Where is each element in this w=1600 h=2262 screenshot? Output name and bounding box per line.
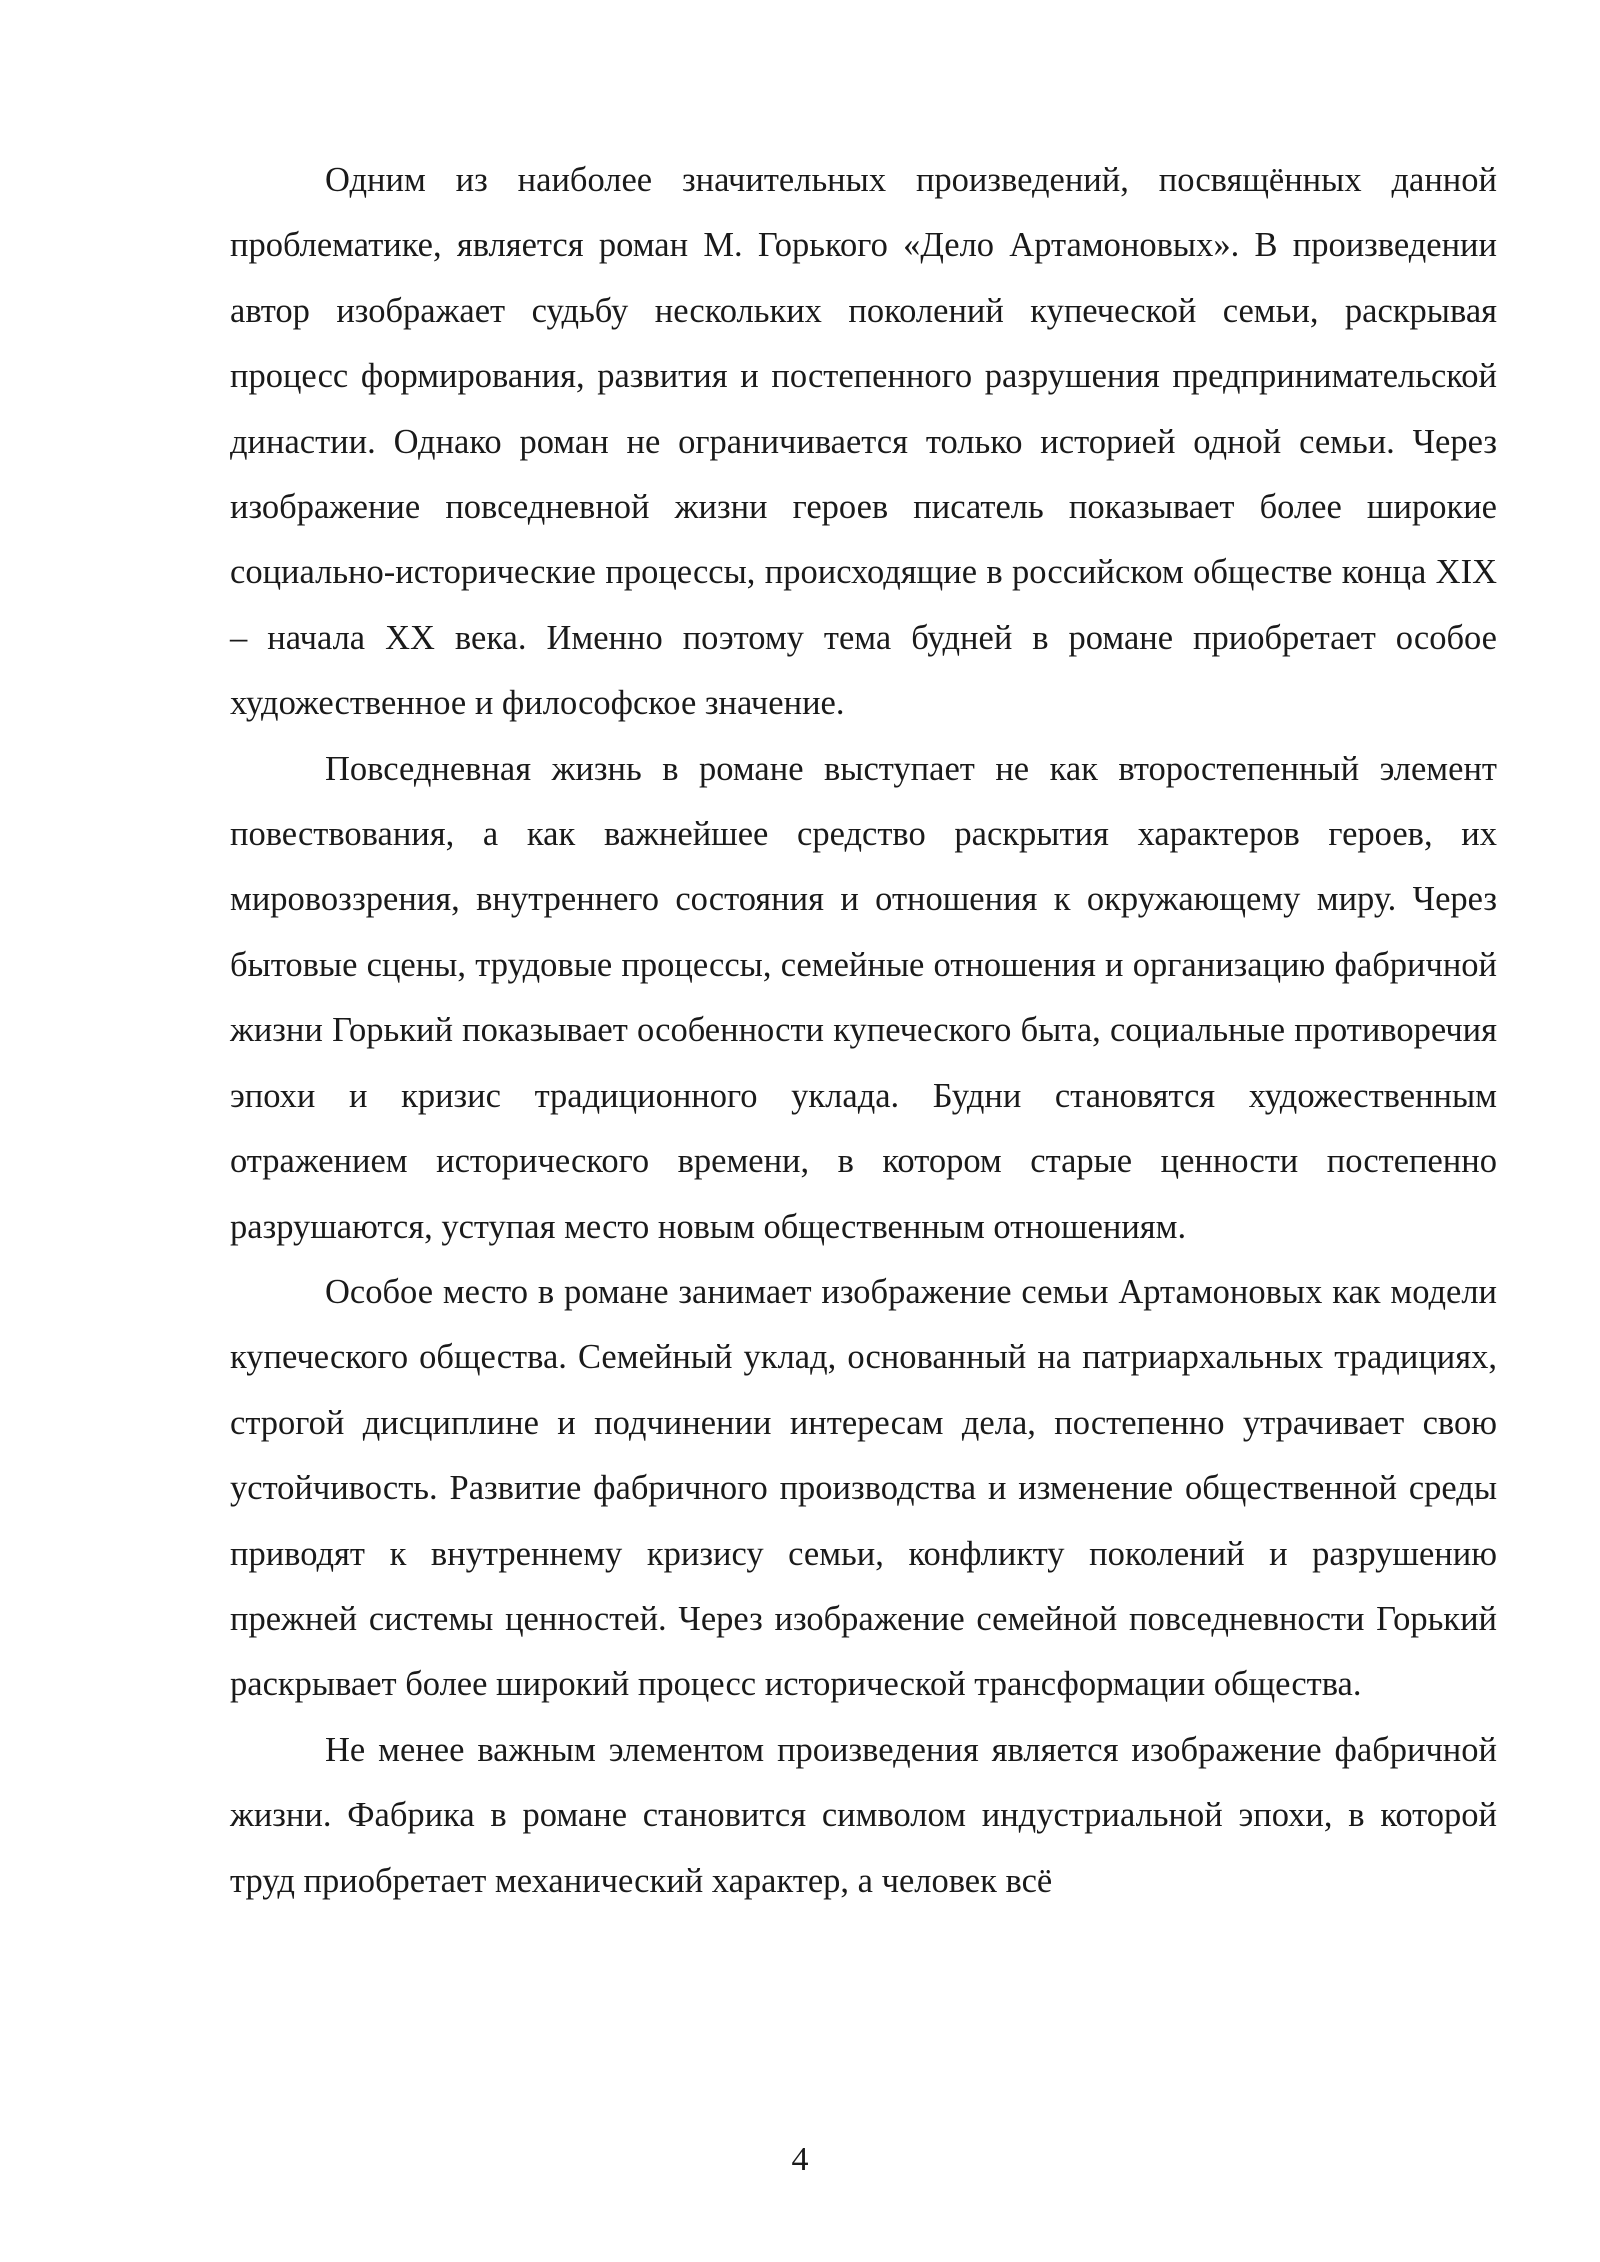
paragraph-2: Повседневная жизнь в романе выступает не как второстепенный элемент повествования, а как важнейшее средство раскрытия характеров героев, их мировоззрения, внутреннего состояния и отношения к окружающему миру. Через бытовые сцены, трудовые процессы, семейные отношения и организацию фабричной жизни Горький показывает особенности купеческого быта, социальные противоречия эпохи и кризис традиционного уклада. Будни становятся художественным отражением исторического времени, в котором старые ценности постепенно разрушаются, уступая место новым общественным отношениям.	[230, 749, 1497, 1246]
paragraph-3: Особое место в романе занимает изображение семьи Артамоновых как модели купеческого общества. Семейный уклад, основанный на патриархальных традициях, строгой дисциплине и подчинении интересам дела, постепенно утрачивает свою устойчивость. Развитие фабричного производства и изменение общественной среды приводят к внутреннему кризису семьи, конфликту поколений и разрушению прежней системы ценностей. Через изображение семейной повседневности Горький раскрывает более широкий процесс исторической трансформации общества.	[230, 1272, 1497, 1704]
body-text	[230, 148, 1497, 1914]
paragraph-4: Не менее важным элементом произведения является изображение фабричной жизни. Фабрика в романе становится символом индустриальной эпохи, в которой труд приобретает механический характер, а человек всё	[230, 1730, 1497, 1900]
paragraph-1: Одним из наиболее значительных произведений, посвящённых данной проблематике, является роман М. Горького «Дело Артамоновых». В произведении автор изображает судьбу нескольких поколений купеческой семьи, раскрывая процесс формирования, развития и постепенного разрушения предпринимательской династии. Однако роман не ограничивается только историей одной семьи. Через изображение повседневной жизни героев писатель показывает более широкие социально-исторические процессы, происходящие в российском обществе конца XIX – начала XX века. Именно поэтому тема будней в романе приобретает особое художественное и философское значение.	[230, 161, 1497, 723]
page-number: 4	[791, 2141, 809, 2178]
